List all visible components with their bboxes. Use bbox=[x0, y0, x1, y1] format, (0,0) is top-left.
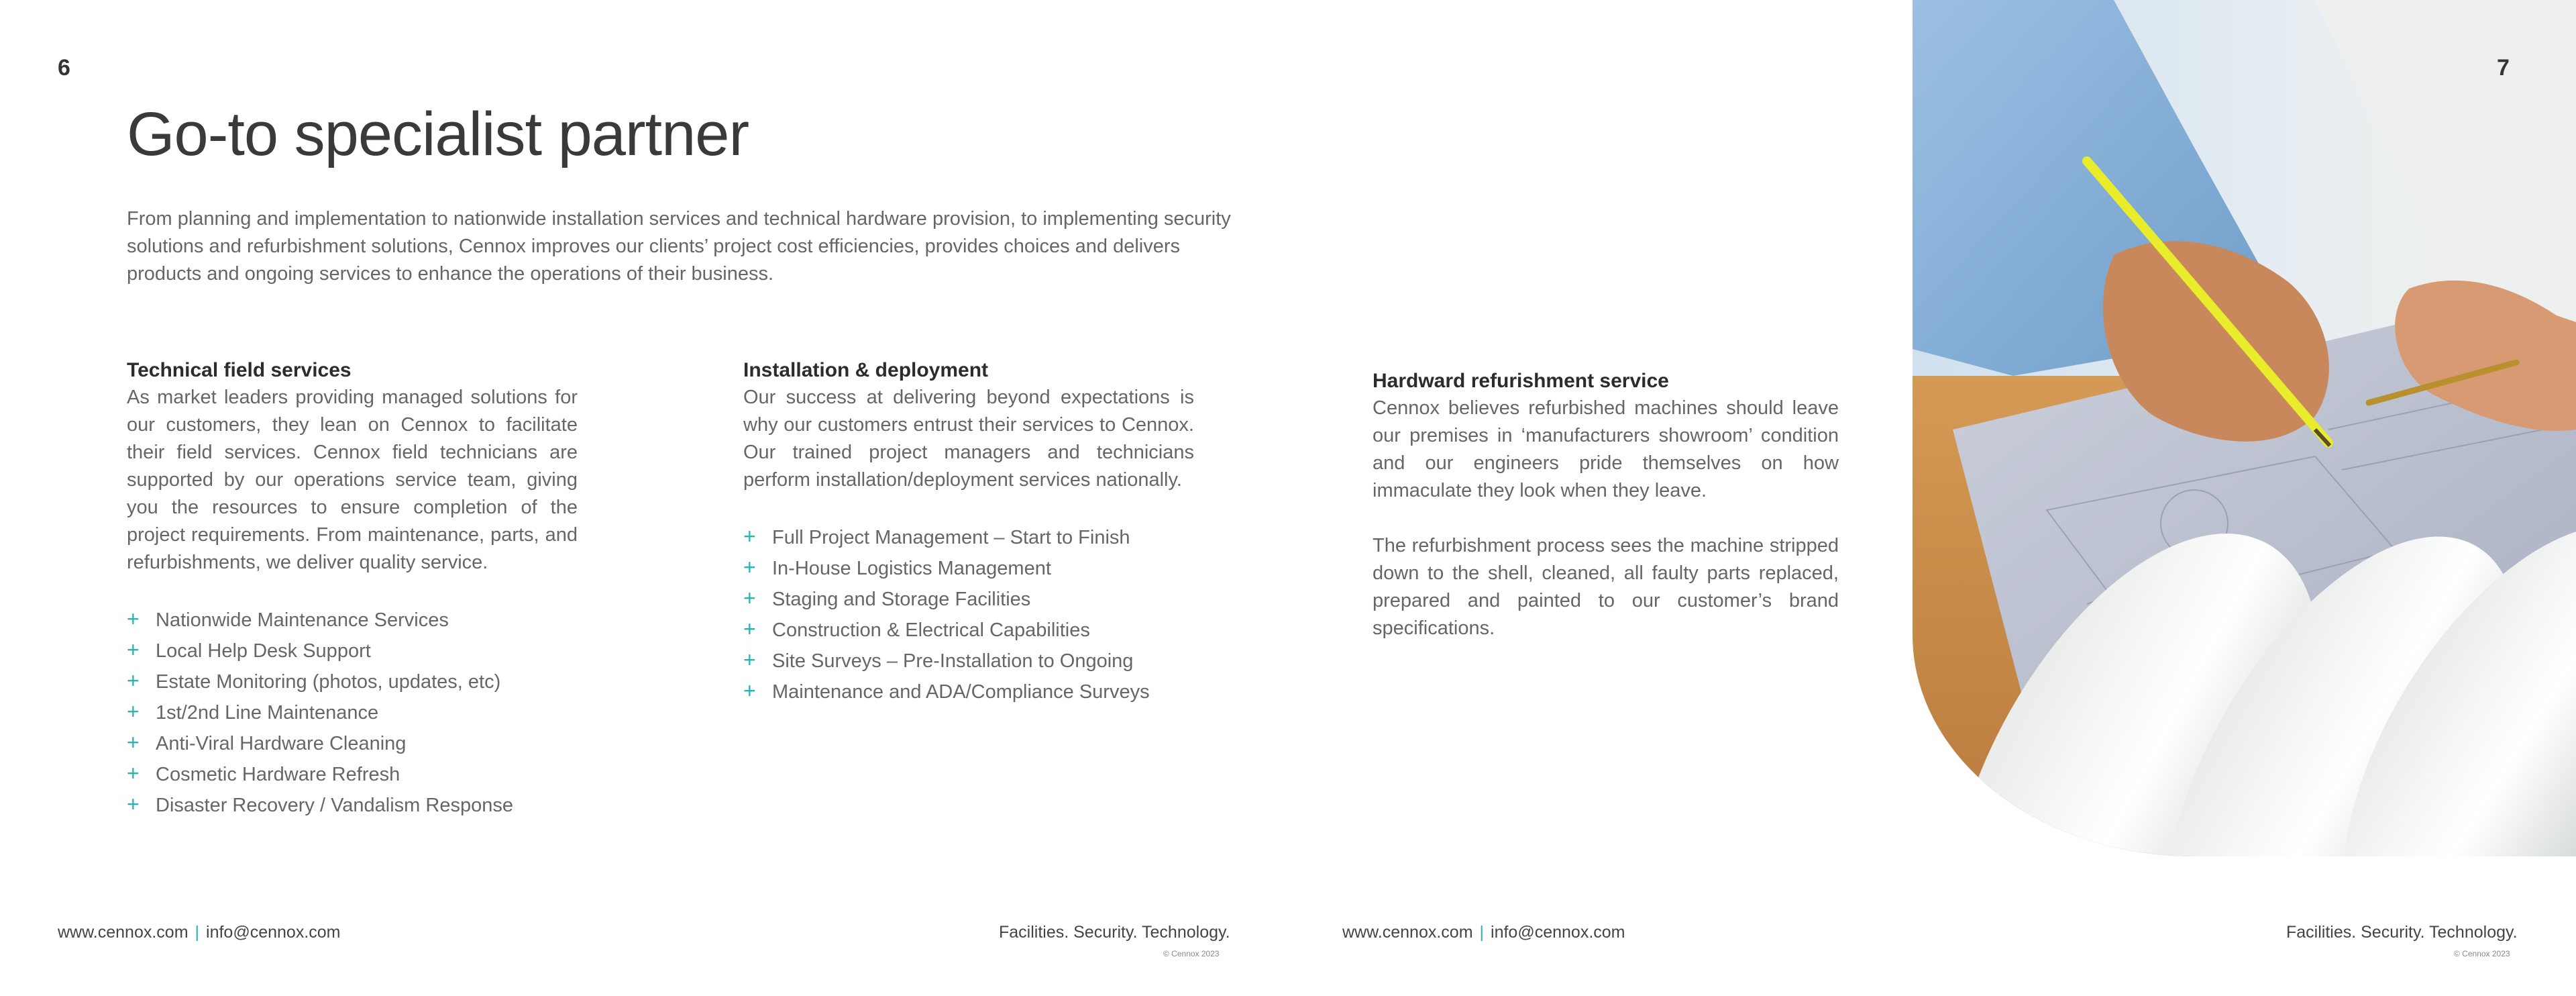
plus-icon: + bbox=[127, 792, 140, 816]
section-technical-field-services bbox=[127, 357, 578, 820]
email-link[interactable]: info@cennox.com bbox=[206, 923, 341, 942]
section-heading: Technical field services bbox=[127, 359, 352, 381]
list-item: + Maintenance and ADA/Compliance Surveys bbox=[743, 676, 1194, 707]
list-item: + Disaster Recovery / Vandalism Response bbox=[127, 789, 578, 820]
footer-tagline-left: Facilities. Security. Technology. bbox=[999, 923, 1230, 942]
plus-icon: + bbox=[127, 668, 140, 693]
section-paragraph: The refurbishment process sees the machine stripped down to the shell, cleaned, all faulty parts replaced, prepared and painted to our customer’s brand specifications. bbox=[1373, 535, 1839, 639]
plus-icon: + bbox=[743, 524, 756, 548]
plus-icon: + bbox=[127, 699, 140, 724]
plus-icon: + bbox=[743, 617, 756, 641]
section-paragraph: As market leaders providing managed solutions for our customers, they lean on Cennox to facilitate their field services. Cennox field technicians are supported by our operations service team, giving you the resources to ensure completion of the project requirements. From maintenance, parts, and refurbishments, we deliver quality service. bbox=[127, 387, 578, 573]
copyright-right: © Cennox 2023 bbox=[2454, 949, 2510, 958]
page-title: Go-to specialist partner bbox=[127, 100, 749, 168]
page-number-right: 7 bbox=[2497, 55, 2510, 81]
list-item: + Construction & Electrical Capabilities bbox=[743, 614, 1194, 645]
plus-icon: + bbox=[127, 638, 140, 662]
list-item: + In-House Logistics Management bbox=[743, 552, 1194, 583]
intro-paragraph: From planning and implementation to nationwide installation services and technical hardware provision, to implementing security solutions and refurbishment solutions, Cennox improves our clients’ project cost efficiencies, provides choices and delivers products and ongoing services to enhance the operations of their business. bbox=[127, 208, 1231, 285]
list-item: + Site Surveys – Pre-Installation to Ongoing bbox=[743, 645, 1194, 676]
section-hardware-refurbishment bbox=[1373, 368, 1839, 642]
plus-icon: + bbox=[127, 730, 140, 754]
section-installation-deployment bbox=[743, 357, 1194, 707]
bullet-list bbox=[127, 604, 578, 820]
section-paragraph: Cennox believes refurbished machines should leave our premises in ‘manufacturers showroom’ condition and our engineers pride themselves on how immaculate they look when they leave. bbox=[1373, 397, 1839, 501]
photo-hands-drawing-blueprints-icon bbox=[1913, 0, 2576, 856]
list-item: + Full Project Management – Start to Finish bbox=[743, 521, 1194, 552]
section-heading: Hardward refurishment service bbox=[1373, 370, 1669, 392]
plus-icon: + bbox=[743, 586, 756, 610]
footer-contact-left bbox=[58, 923, 341, 942]
list-item: + Nationwide Maintenance Services bbox=[127, 604, 578, 635]
list-item: + Estate Monitoring (photos, updates, etc) bbox=[127, 666, 578, 697]
list-item: + Staging and Storage Facilities bbox=[743, 583, 1194, 614]
website-link[interactable]: www.cennox.com bbox=[1342, 923, 1473, 942]
footer-tagline-right: Facilities. Security. Technology. bbox=[2286, 923, 2518, 942]
list-item: + Anti-Viral Hardware Cleaning bbox=[127, 728, 578, 758]
copyright-left: © Cennox 2023 bbox=[1163, 949, 1220, 958]
list-item: + Local Help Desk Support bbox=[127, 635, 578, 666]
footer-separator: | bbox=[195, 923, 200, 942]
footer-separator: | bbox=[1479, 923, 1485, 942]
plus-icon: + bbox=[127, 761, 140, 785]
section-paragraph: Our success at delivering beyond expectations is why our customers entrust their services to Cennox. Our trained project managers and technicians perform installation/deployment services nationally. bbox=[743, 387, 1194, 491]
plus-icon: + bbox=[743, 555, 756, 579]
plus-icon: + bbox=[127, 607, 140, 631]
website-link[interactable]: www.cennox.com bbox=[58, 923, 189, 942]
footer-contact-right bbox=[1342, 923, 1625, 942]
email-link[interactable]: info@cennox.com bbox=[1491, 923, 1625, 942]
list-item: + Cosmetic Hardware Refresh bbox=[127, 758, 578, 789]
list-item: + 1st/2nd Line Maintenance bbox=[127, 697, 578, 728]
hero-photo bbox=[1913, 0, 2576, 856]
section-heading: Installation & deployment bbox=[743, 359, 989, 381]
plus-icon: + bbox=[743, 679, 756, 703]
bullet-list bbox=[743, 521, 1194, 707]
plus-icon: + bbox=[743, 648, 756, 672]
page-number-left: 6 bbox=[58, 55, 70, 81]
